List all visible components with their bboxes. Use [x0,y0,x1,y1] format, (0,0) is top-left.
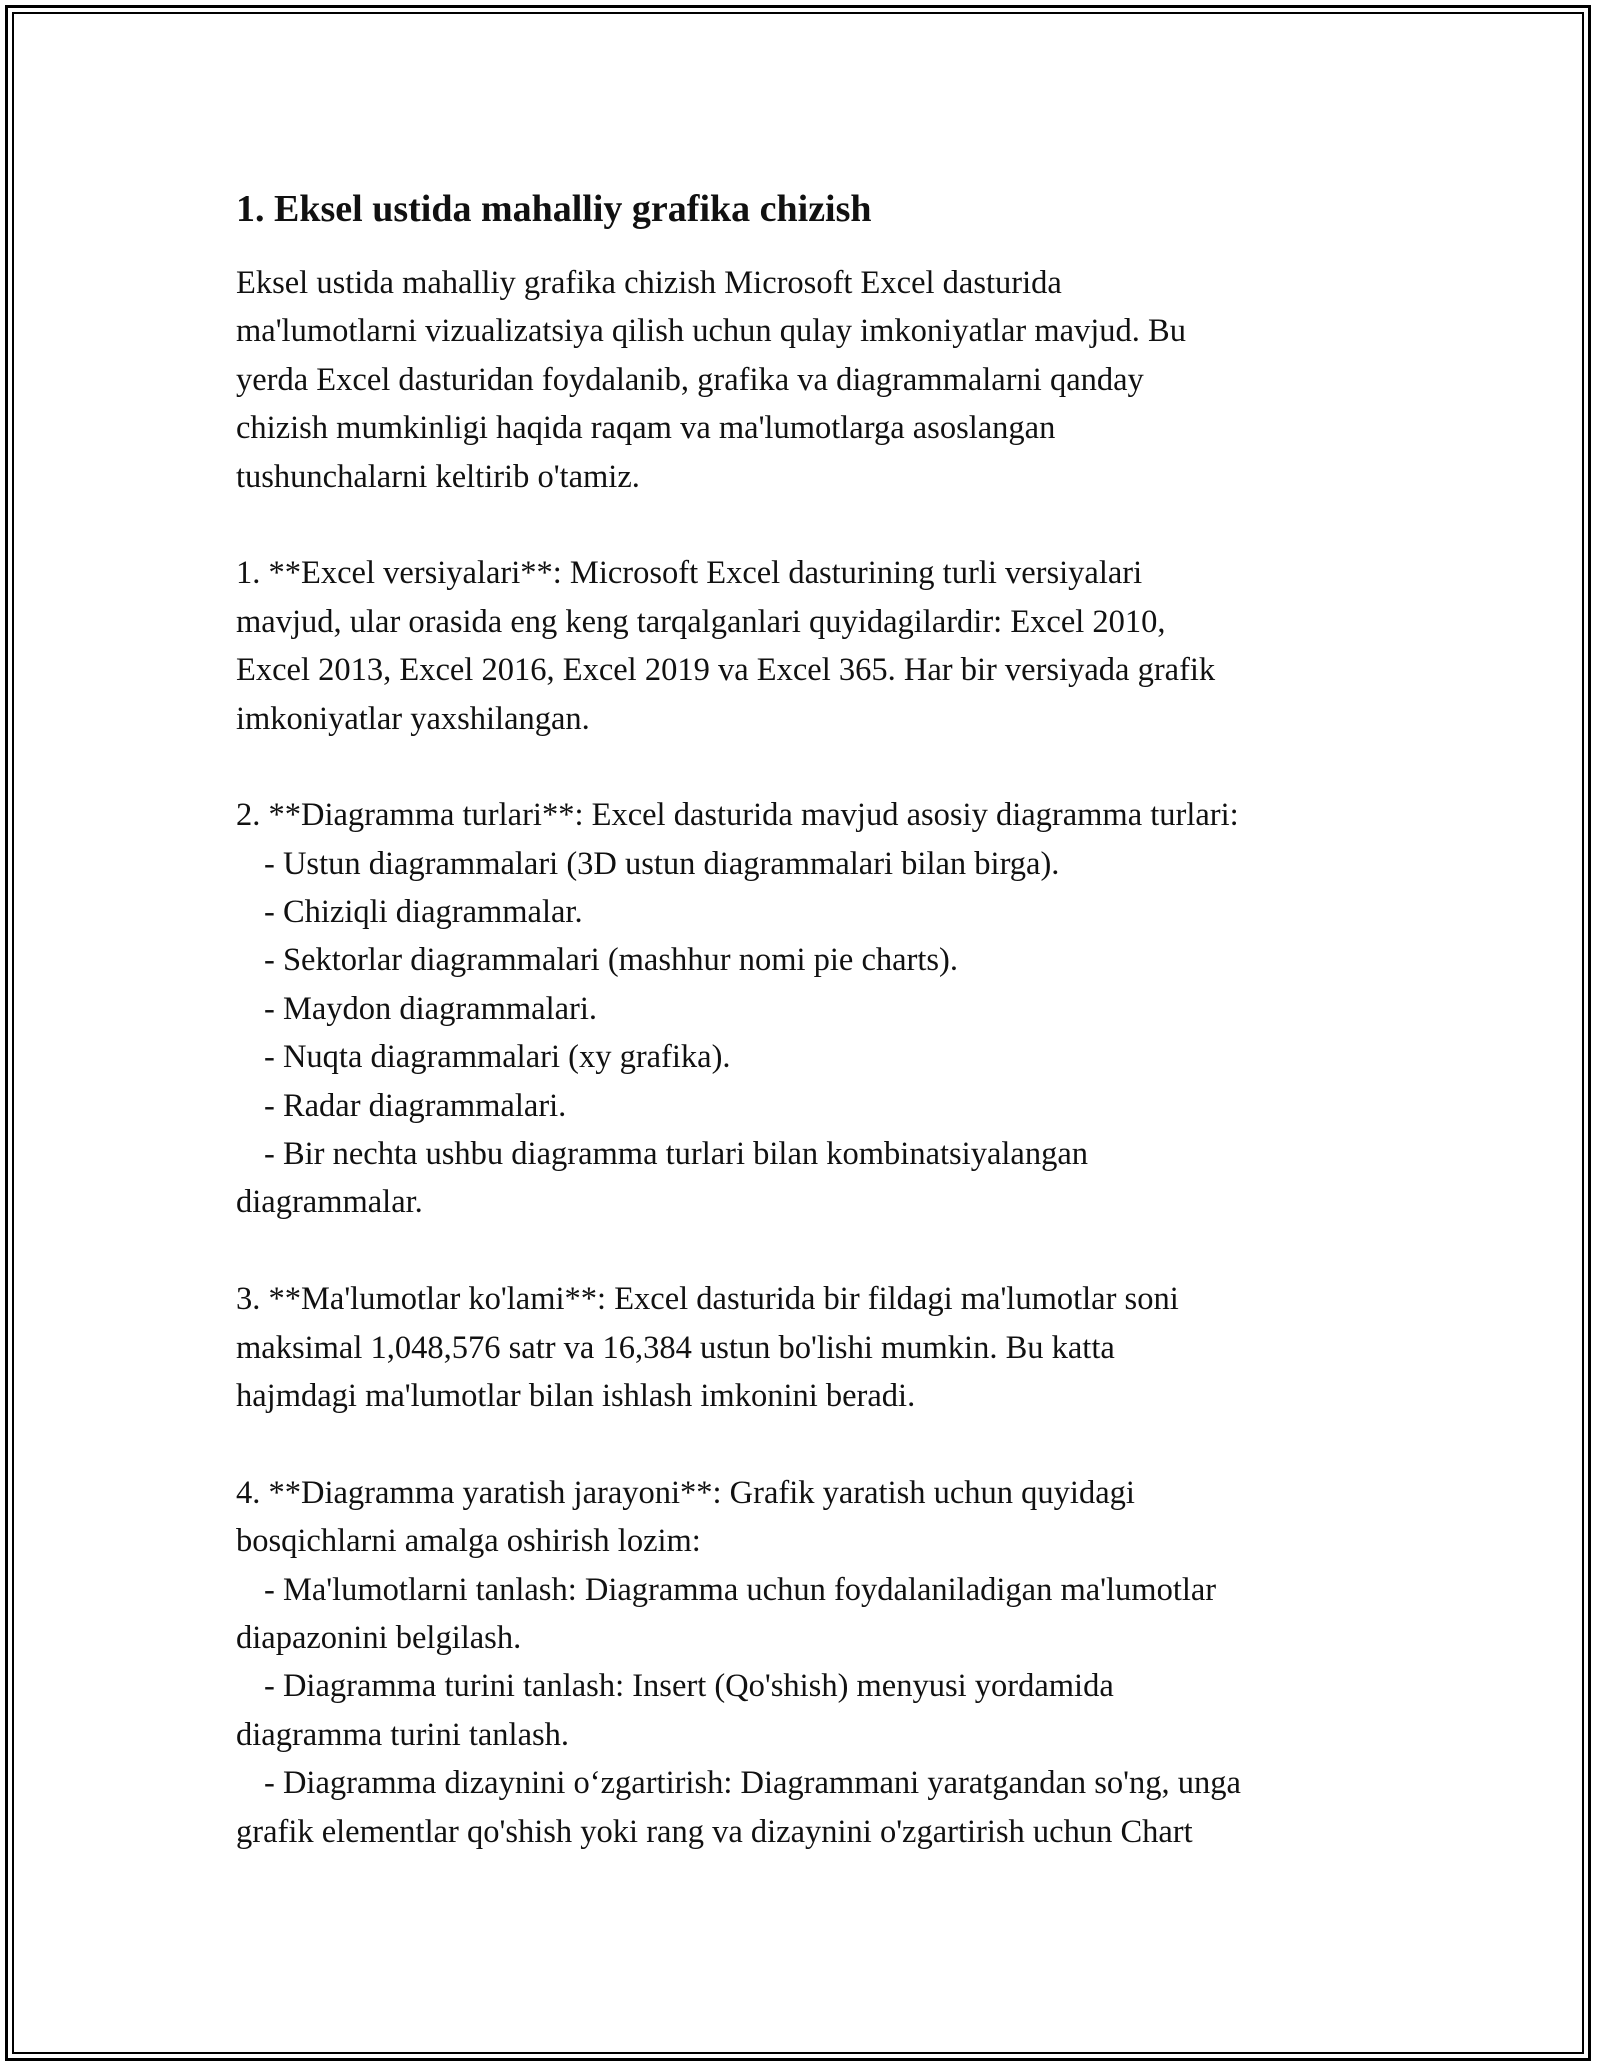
section2-list-item: - Radar diagrammalari. [264,1087,567,1124]
intro-line: yerda Excel dasturidan foydalanib, grafika va diagrammalarni qanday [236,361,1144,398]
paragraph-gap [236,743,1396,791]
section2-list-item: - Sektorlar diagrammalari (mashhur nomi pie charts). [264,942,959,979]
intro-line: chizish mumkinligi haqida raqam va ma'lumotlarga asoslangan [236,410,1056,447]
section2-list-item: - Chiziqli diagrammalar. [264,894,583,931]
section2-list-item: - Bir nechta ushbu diagramma turlari bilan kombinatsiyalangan [264,1136,1089,1173]
paragraph-gap [236,501,1396,549]
document-heading: 1. Eksel ustida mahalliy grafika chizish [236,188,872,230]
intro-line: Eksel ustida mahalliy grafika chizish Microsoft Excel dasturida [236,265,1062,301]
section4-step: - Diagramma dizaynini o‘zgartirish: Diagrammani yaratgandan so'ng, unga [264,1765,1241,1802]
section4-step: - Diagramma turini tanlash: Insert (Qo'shish) menyusi yordamida [264,1668,1114,1705]
section3-line: maksimal 1,048,576 satr va 16,384 ustun bo'lishi mumkin. Bu katta [236,1329,1115,1366]
document-body [236,185,1396,1856]
section2-list-item: - Nuqta diagrammalari (xy grafika). [264,1039,731,1076]
intro-line: tushunchalarni keltirib o'tamiz. [236,458,640,495]
section2-list-item-continuation: diagrammalar. [236,1184,423,1221]
section4-step-continuation: diapazonini belgilash. [236,1619,522,1656]
intro-line: ma'lumotlarni vizualizatsiya qilish uchun qulay imkoniyatlar mavjud. Bu [236,313,1186,350]
section3-line: hajmdagi ma'lumotlar bilan ishlash imkonini beradi. [236,1377,916,1414]
section4-step-continuation: diagramma turini tanlash. [236,1716,570,1753]
section4-title: bosqichlarni amalga oshirish lozim: [236,1523,701,1560]
section4-title: 4. **Diagramma yaratish jarayoni**: Grafik yaratish uchun quyidagi [236,1474,1135,1511]
paragraph-gap [236,1227,1396,1275]
section4-step: - Ma'lumotlarni tanlash: Diagramma uchun foydalaniladigan ma'lumotlar [264,1571,1217,1608]
section4-step-continuation: grafik elementlar qo'shish yoki rang va dizaynini o'zgartirish uchun Chart [236,1813,1193,1850]
section1-line: mavjud, ular orasida eng keng tarqalganlari quyidagilardir: Excel 2010, [236,603,1166,640]
section2-list-item: - Ustun diagrammalari (3D ustun diagrammalari bilan birga). [264,845,1060,882]
section2-title: 2. **Diagramma turlari**: Excel dasturida mavjud asosiy diagramma turlari: [236,797,1239,834]
section3-line: 3. **Ma'lumotlar ko'lami**: Excel dasturida bir fildagi ma'lumotlar soni [236,1281,1179,1318]
section1-line: imkoniyatlar yaxshilangan. [236,700,590,737]
section1-line: 1. **Excel versiyalari**: Microsoft Excel dasturining turli versiyalari [236,555,1143,592]
paragraph-gap [236,1420,1396,1468]
section2-list-item: - Maydon diagrammalari. [264,990,598,1027]
section1-line: Excel 2013, Excel 2016, Excel 2019 va Excel 365. Har bir versiyada grafik [236,652,1216,689]
intro-paragraph [236,259,1396,1856]
